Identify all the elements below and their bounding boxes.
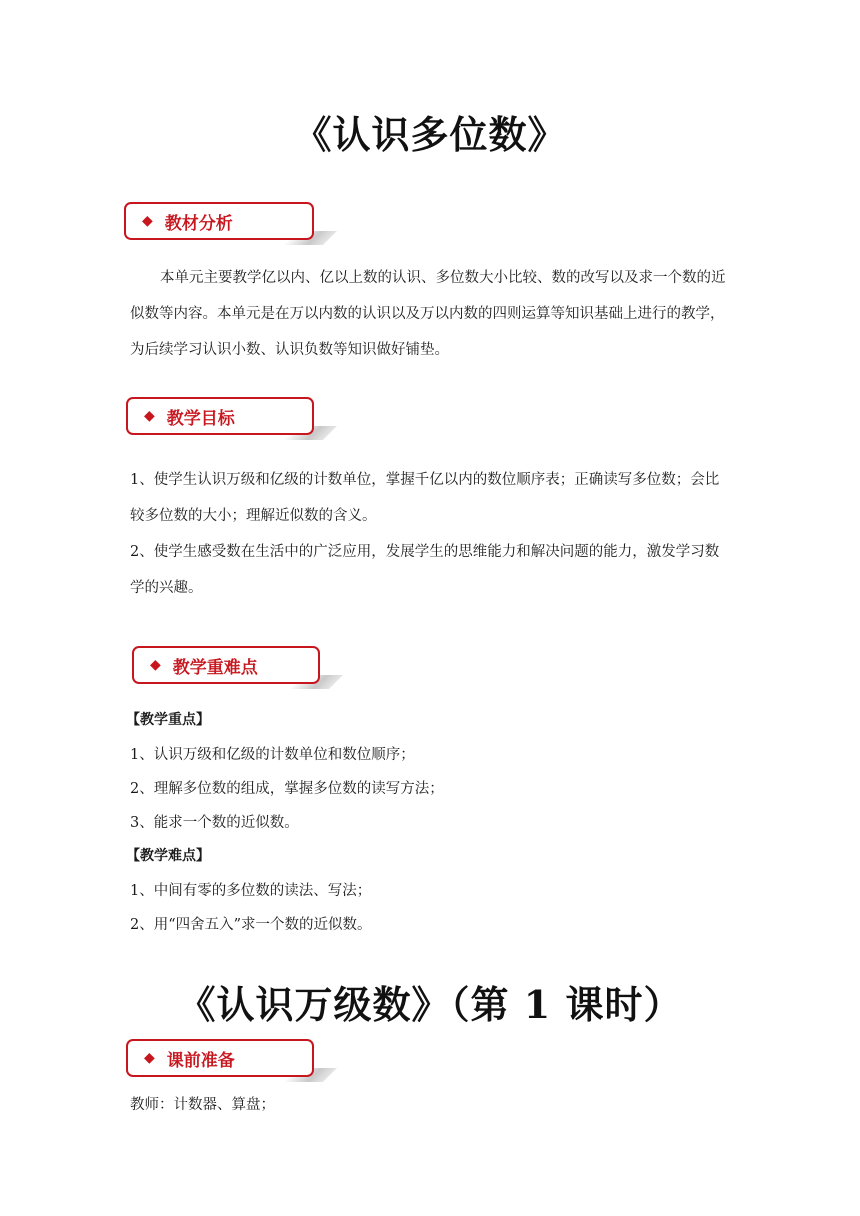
focus-label: 【教学重点】: [126, 712, 210, 728]
section-heading-prep: [126, 1039, 314, 1077]
difficulty-item-1: 1、中间有零的多位数的读法、写法；: [130, 883, 372, 899]
focus-item-1: 1、认识万级和亿级的计数单位和数位顺序；: [130, 747, 415, 763]
heading-label: 教材分析: [164, 213, 233, 234]
diamond-icon: ◆: [144, 408, 155, 424]
section-heading-goals: [126, 397, 314, 435]
goal-item-2: 2、使学生感受数在生活中的广泛应用，发展学生的思维能力和解决问题的能力，激发学习数学的兴趣。: [130, 544, 720, 596]
heading-label: 教学目标: [166, 408, 235, 429]
section-heading-keypoints: [132, 646, 320, 684]
section-heading-analysis: [124, 202, 314, 240]
goal-item-1: 1、使学生认识万级和亿级的计数单位，掌握千亿以内的数位顺序表；正确读写多位数；会比较多位数的大小；理解近似数的含义。: [130, 472, 720, 524]
heading-label: 教学重难点: [172, 657, 258, 678]
analysis-paragraph: 本单元主要教学亿以内、亿以上数的认识、多位数大小比较、数的改写以及求一个数的近似数等内容。本单元是在万以内数的认识以及万以内数的四则运算等知识基础上进行的教学，为后续学习认识小数、认识负数等知识做好铺垫。: [130, 270, 726, 358]
diamond-icon: ◆: [150, 657, 161, 673]
difficulty-label: 【教学难点】: [126, 848, 210, 864]
diamond-icon: ◆: [144, 1050, 155, 1066]
focus-item-3: 3、能求一个数的近似数。: [130, 815, 299, 831]
heading-label: 课前准备: [166, 1050, 235, 1071]
document-title: 《认识多位数》: [293, 112, 567, 157]
focus-item-2: 2、理解多位数的组成，掌握多位数的读写方法；: [130, 781, 444, 797]
prep-text: 教师：计数器、算盘；: [130, 1097, 275, 1113]
diamond-icon: ◆: [142, 213, 153, 229]
lesson-title: 《认识万级数》（第 1 课时）: [177, 982, 683, 1027]
difficulty-item-2: 2、用“四舍五入”求一个数的近似数。: [130, 917, 372, 933]
